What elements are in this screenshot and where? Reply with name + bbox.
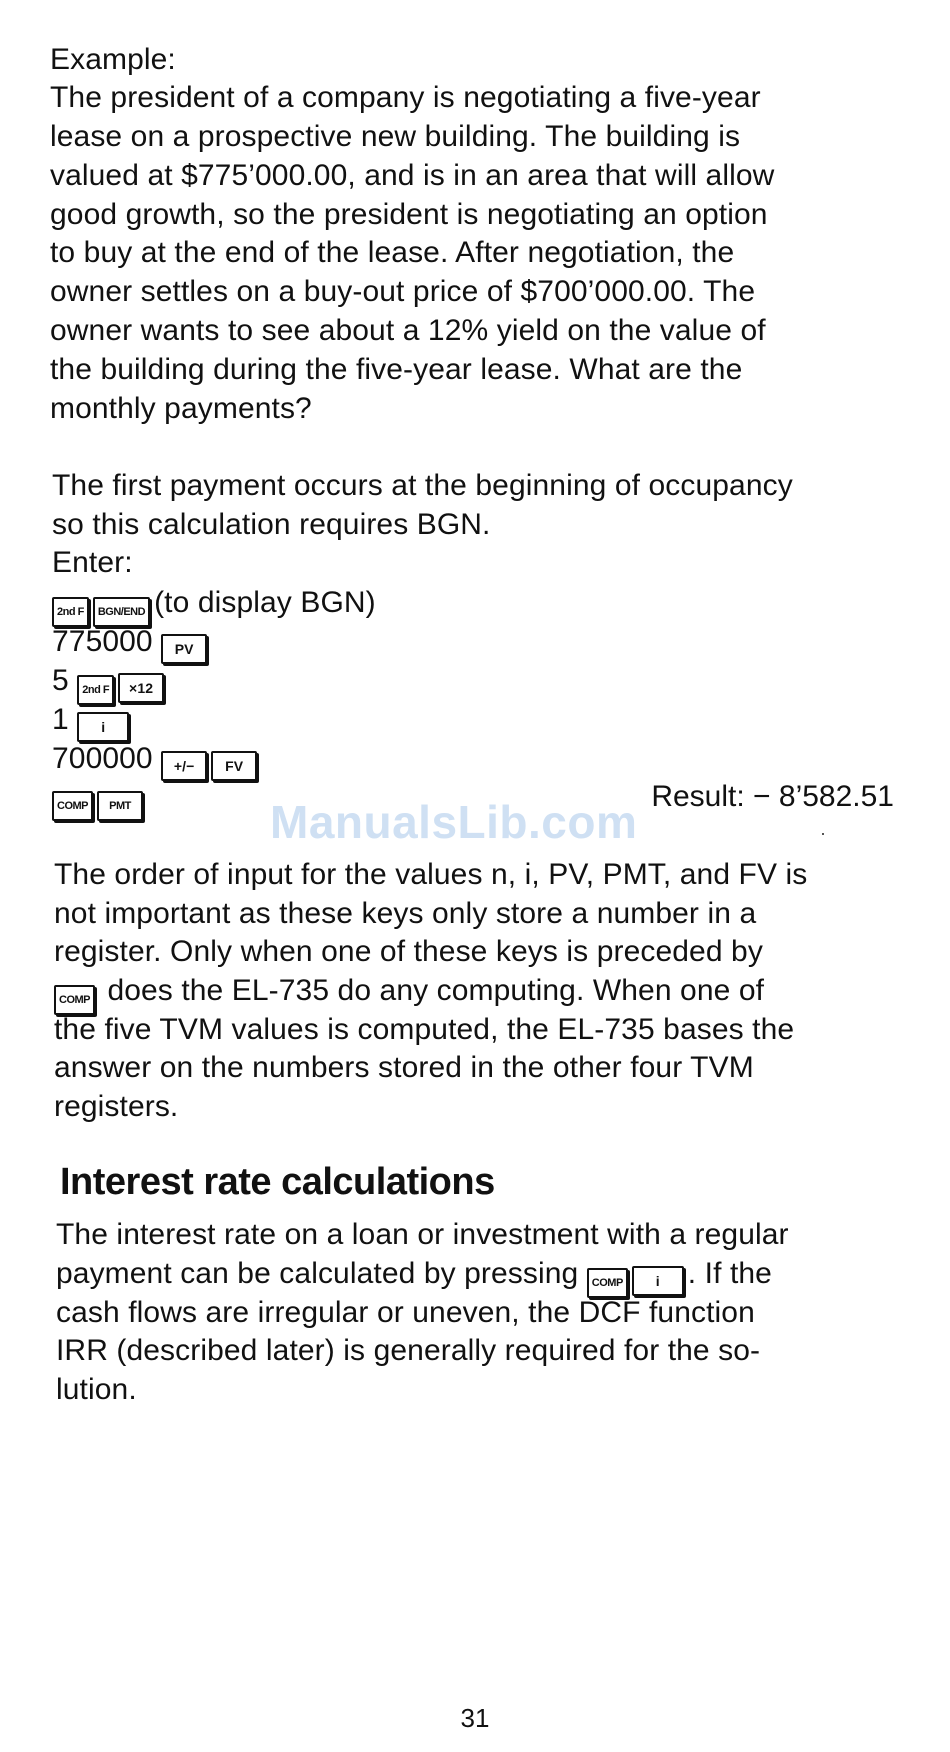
example-line-7: owner wants to see about a 12% yield on the value of bbox=[50, 314, 766, 347]
example-line-1: The president of a company is negotiating a five-year bbox=[50, 81, 761, 114]
interest-line-3: cash flows are irregular or uneven, the DCF function bbox=[56, 1296, 755, 1329]
page-number: 31 bbox=[460, 1703, 490, 1733]
key-fv: FV bbox=[211, 751, 257, 781]
key-pmt: PMT bbox=[97, 791, 143, 821]
interest-line-5: lution. bbox=[56, 1373, 137, 1406]
key-comp: COMP bbox=[587, 1268, 628, 1298]
key-i: i bbox=[77, 712, 129, 742]
key-plus-minus: +/− bbox=[161, 751, 207, 781]
interest-line-4: IRR (described later) is generally required for the so- bbox=[56, 1334, 761, 1367]
example-line-9: monthly payments? bbox=[50, 392, 312, 425]
key-i: i bbox=[632, 1266, 684, 1296]
key-x12: ×12 bbox=[118, 673, 164, 703]
key-2ndf: 2nd F bbox=[52, 597, 89, 627]
procedure-intro-line-2: so this calculation requires BGN. bbox=[52, 508, 491, 541]
step-1-note: (to display BGN) bbox=[154, 586, 376, 619]
example-line-8: the building during the five-year lease. What are the bbox=[50, 353, 743, 386]
step-2-value: 775000 bbox=[52, 625, 153, 658]
step-3-value: 5 bbox=[52, 664, 69, 697]
step-2 bbox=[52, 620, 211, 664]
step-5-value: 700000 bbox=[52, 742, 153, 775]
example-label: Example: bbox=[50, 43, 176, 76]
order-line-1: The order of input for the values n, i, PV, PMT, and FV is bbox=[54, 858, 808, 891]
key-comp: COMP bbox=[52, 791, 93, 821]
result-value: Result: − 8’582.51 bbox=[651, 780, 894, 813]
step-6 bbox=[52, 775, 147, 821]
interest-line-2-tail: . If the bbox=[687, 1257, 772, 1290]
example-line-5: to buy at the end of the lease. After negotiation, the bbox=[50, 236, 735, 269]
order-line-4-text: does the EL-735 do any computing. When one of bbox=[107, 974, 765, 1007]
key-bgn-end: BGN/END bbox=[93, 597, 150, 627]
enter-label: Enter: bbox=[52, 546, 133, 579]
key-2ndf: 2nd F bbox=[77, 675, 114, 705]
step-4 bbox=[52, 698, 133, 742]
section-heading: Interest rate calculations bbox=[60, 1161, 495, 1203]
procedure-intro-line-1: The first payment occurs at the beginning of occupancy bbox=[52, 469, 793, 502]
interest-line-1: The interest rate on a loan or investment with a regular bbox=[56, 1218, 789, 1251]
order-line-3: register. Only when one of these keys is preceded by bbox=[54, 935, 763, 968]
example-line-3: valued at $775’000.00, and is in an area that will allow bbox=[50, 159, 775, 192]
key-pv: PV bbox=[161, 634, 207, 664]
step-4-value: 1 bbox=[52, 703, 69, 736]
example-line-2: lease on a prospective new building. The building is bbox=[50, 120, 741, 153]
order-line-7: registers. bbox=[54, 1090, 179, 1123]
order-line-5: the five TVM values is computed, the EL-735 bases the bbox=[54, 1013, 795, 1046]
order-line-2: not important as these keys only store a number in a bbox=[54, 897, 757, 930]
example-line-6: owner settles on a buy-out price of $700’000.00. The bbox=[50, 275, 756, 308]
watermark: ManualsLib.com bbox=[270, 796, 638, 848]
key-comp: COMP bbox=[54, 985, 95, 1015]
example-line-4: good growth, so the president is negotiating an option bbox=[50, 198, 768, 231]
order-line-6: answer on the numbers stored in the other four TVM bbox=[54, 1051, 754, 1084]
speck bbox=[822, 833, 824, 835]
interest-line-2-text: payment can be calculated by pressing bbox=[56, 1257, 579, 1290]
